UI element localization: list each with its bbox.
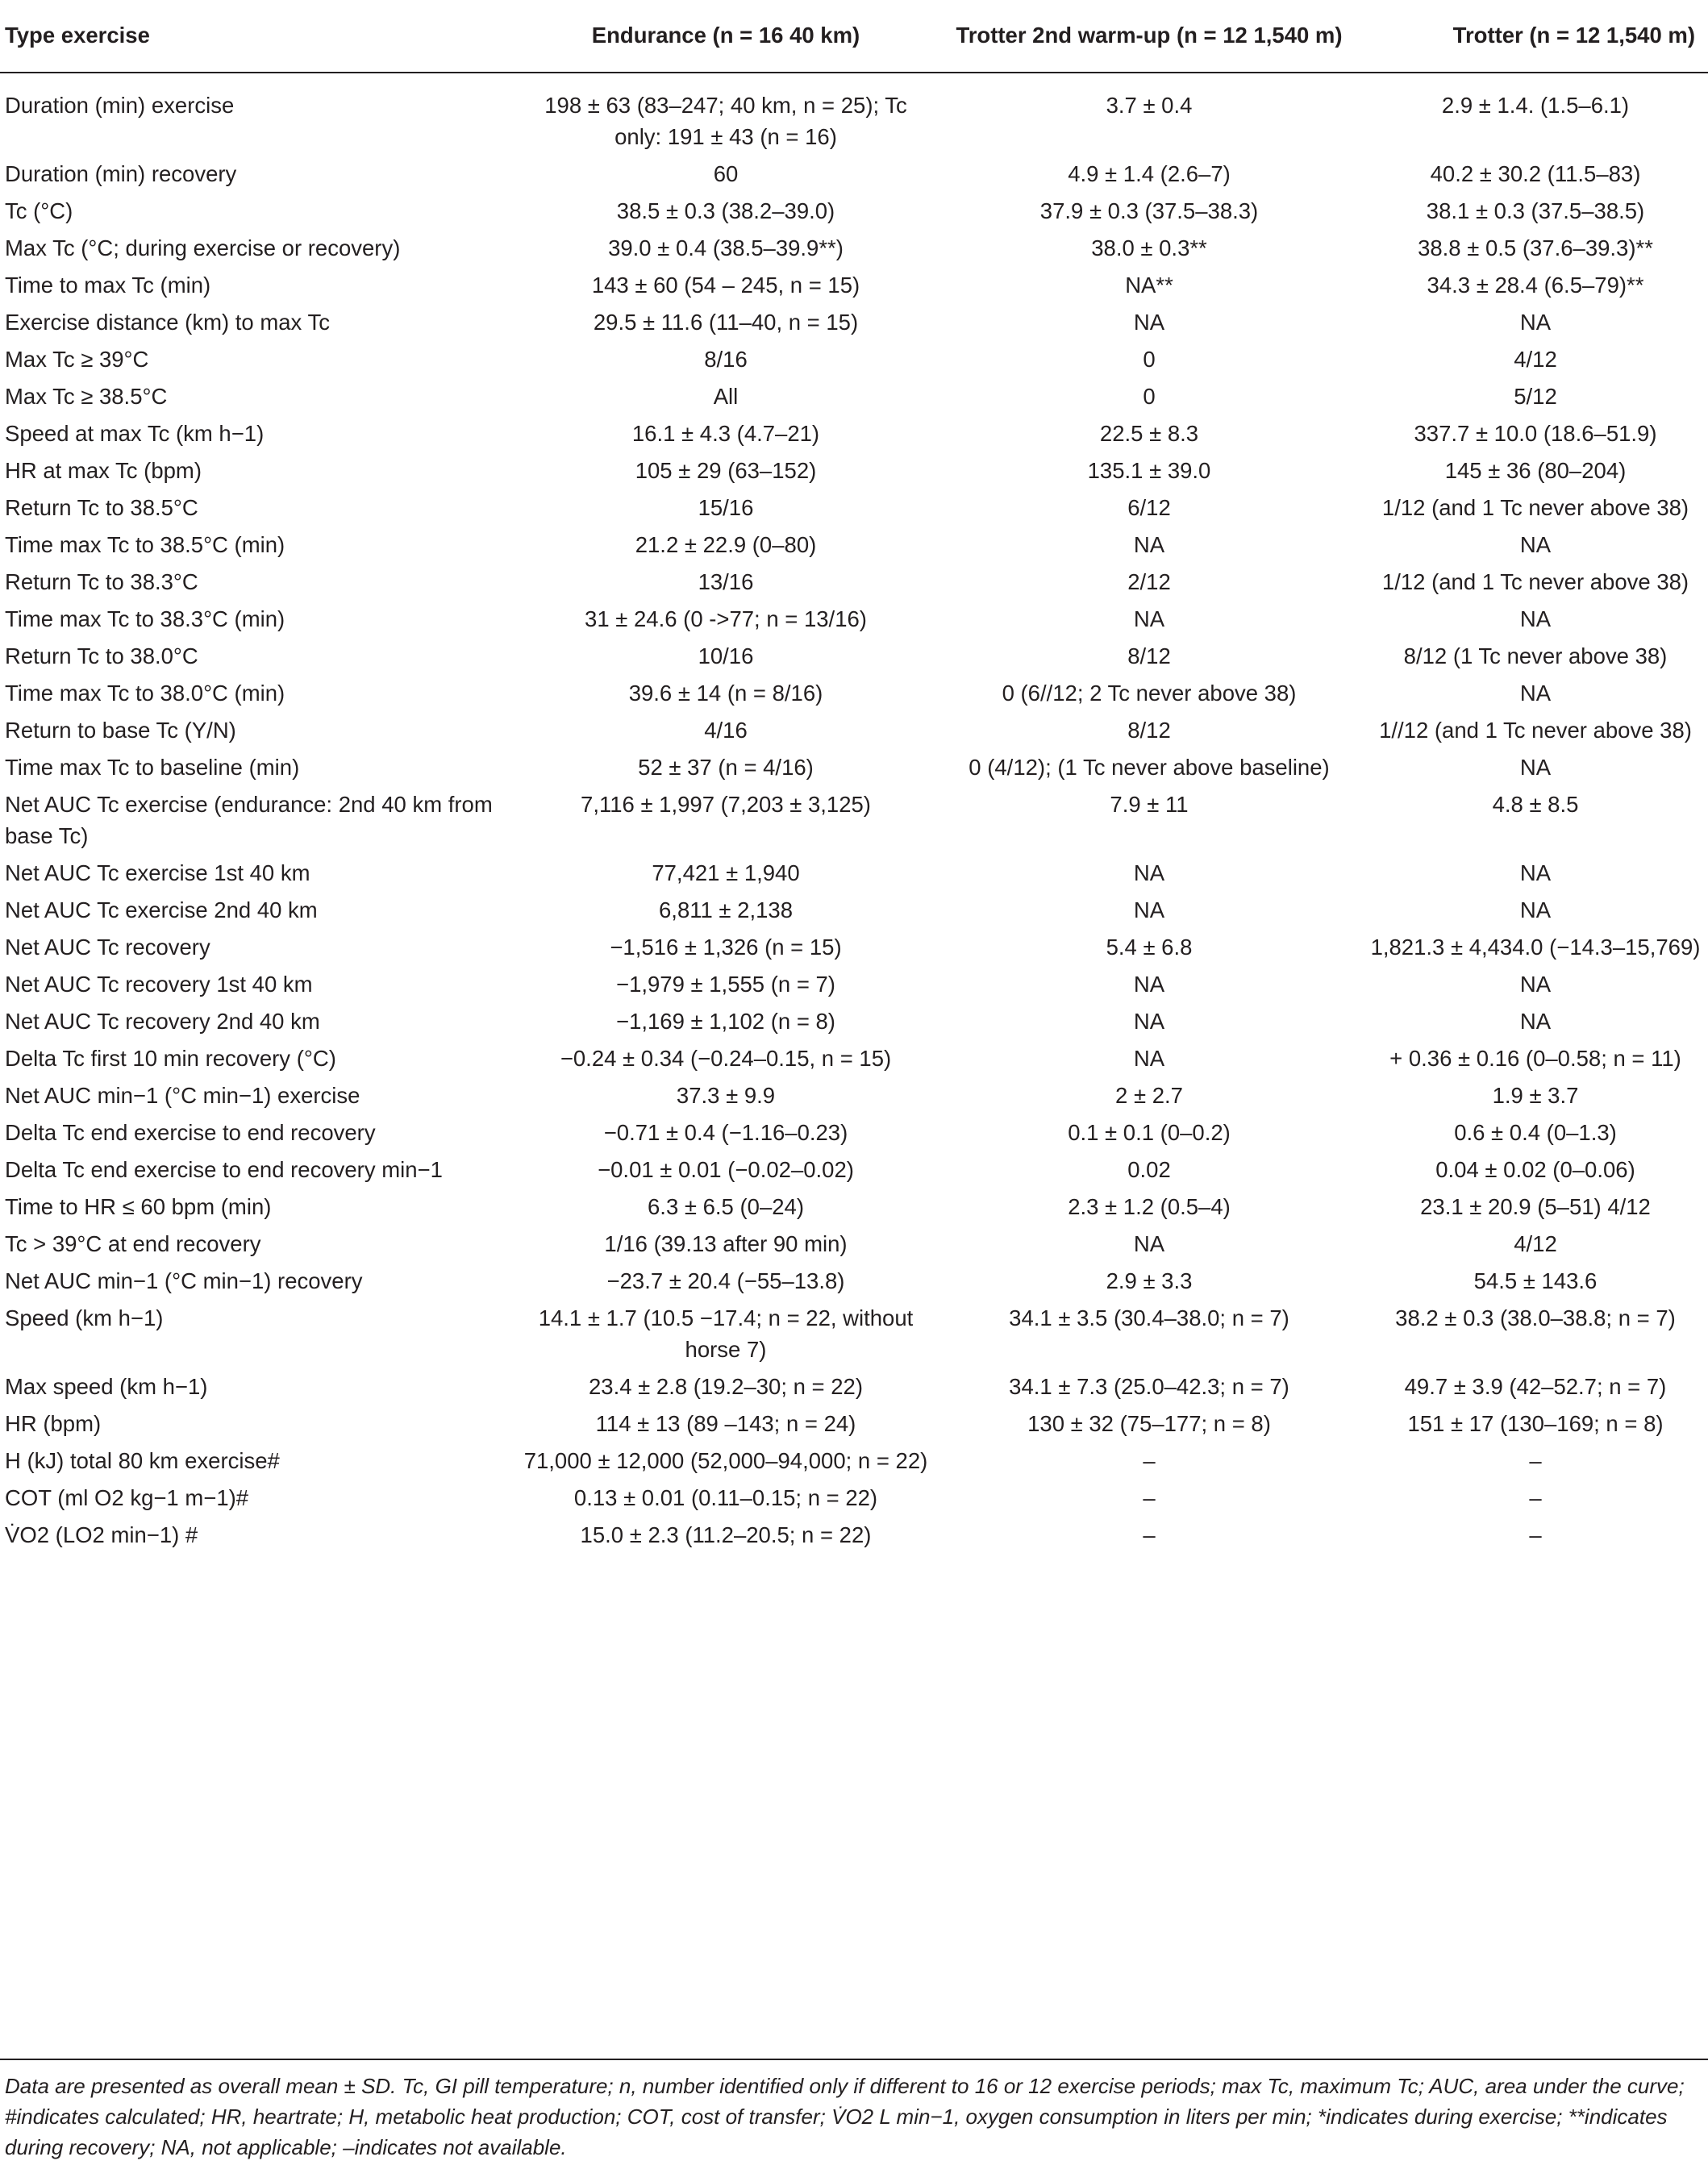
trotter-warmup-value: 135.1 ± 39.0 bbox=[1087, 458, 1211, 483]
table-row bbox=[0, 560, 1708, 597]
table-row bbox=[0, 1037, 1708, 1074]
trotter-value: NA bbox=[1519, 897, 1552, 922]
table-row bbox=[0, 412, 1708, 449]
trotter-value: – bbox=[1529, 1485, 1542, 1510]
endurance-value: −1,516 ± 1,326 (n = 15) bbox=[610, 935, 842, 960]
trotter-value: – bbox=[1529, 1522, 1542, 1547]
trotter-value: 145 ± 36 (80–204) bbox=[1444, 458, 1627, 483]
table-row bbox=[0, 73, 1708, 152]
row-label: Time max Tc to baseline (min) bbox=[5, 755, 300, 780]
table-row bbox=[0, 338, 1708, 375]
row-label: Net AUC Tc recovery 2nd 40 km bbox=[5, 1009, 320, 1034]
table-row bbox=[0, 889, 1708, 926]
trotter-warmup-value: 0.1 ± 0.1 (0–0.2) bbox=[1068, 1120, 1231, 1145]
table-row bbox=[0, 635, 1708, 672]
table-row bbox=[0, 709, 1708, 746]
endurance-value: 60 bbox=[713, 161, 739, 186]
table-row bbox=[0, 375, 1708, 412]
trotter-value: 8/12 (1 Tc never above 38) bbox=[1403, 643, 1668, 668]
endurance-value: 10/16 bbox=[698, 643, 754, 668]
endurance-value: 4/16 bbox=[704, 718, 748, 743]
trotter-warmup-value: 37.9 ± 0.3 (37.5–38.3) bbox=[1039, 198, 1259, 223]
table-row bbox=[0, 1365, 1708, 1402]
trotter-warmup-value: 34.1 ± 3.5 (30.4–38.0; n = 7) bbox=[1009, 1305, 1289, 1330]
trotter-warmup-value: – bbox=[1143, 1485, 1156, 1510]
row-label: Return Tc to 38.0°C bbox=[5, 643, 198, 668]
table-row bbox=[0, 1476, 1708, 1513]
trotter-value: 4/12 bbox=[1514, 1231, 1557, 1256]
endurance-value: 39.6 ± 14 (n = 8/16) bbox=[628, 681, 823, 706]
row-label: Net AUC min−1 (°C min−1) exercise bbox=[5, 1083, 360, 1108]
row-label: Net AUC Tc recovery bbox=[5, 935, 210, 960]
table-row bbox=[0, 746, 1708, 783]
table-row bbox=[0, 1513, 1708, 1562]
trotter-value: 34.3 ± 28.4 (6.5–79)** bbox=[1427, 273, 1644, 298]
row-label: V̇O2 (LO2 min−1) # bbox=[5, 1522, 198, 1547]
endurance-value: 15.0 ± 2.3 (11.2–20.5; n = 22) bbox=[580, 1522, 872, 1547]
header-type-exercise: Type exercise bbox=[0, 6, 516, 73]
table-row bbox=[0, 1111, 1708, 1148]
trotter-warmup-value: 2/12 bbox=[1127, 569, 1171, 594]
row-label: Return Tc to 38.3°C bbox=[5, 569, 198, 594]
endurance-value: 6.3 ± 6.5 (0–24) bbox=[648, 1194, 804, 1219]
trotter-value: 1.9 ± 3.7 bbox=[1492, 1083, 1579, 1108]
endurance-value: 37.3 ± 9.9 bbox=[676, 1083, 776, 1108]
header-trotter-warmup: Trotter 2nd warm-up (n = 12 1,540 m) bbox=[935, 6, 1363, 73]
trotter-warmup-value: 4.9 ± 1.4 (2.6–7) bbox=[1068, 161, 1231, 186]
trotter-value: 1//12 (and 1 Tc never above 38) bbox=[1379, 718, 1692, 743]
row-label: Net AUC Tc exercise 2nd 40 km bbox=[5, 897, 318, 922]
row-label: Return Tc to 38.5°C bbox=[5, 495, 198, 520]
trotter-warmup-value: 34.1 ± 7.3 (25.0–42.3; n = 7) bbox=[1009, 1374, 1289, 1399]
trotter-value: 38.8 ± 0.5 (37.6–39.3)** bbox=[1418, 235, 1653, 260]
table-row bbox=[0, 152, 1708, 189]
row-label: Exercise distance (km) to max Tc bbox=[5, 310, 330, 335]
endurance-value: 6,811 ± 2,138 bbox=[659, 897, 793, 922]
table-row bbox=[0, 926, 1708, 963]
table-row bbox=[0, 672, 1708, 709]
table-row bbox=[0, 486, 1708, 523]
endurance-value: 7,116 ± 1,997 (7,203 ± 3,125) bbox=[581, 792, 871, 817]
trotter-value: 0.6 ± 0.4 (0–1.3) bbox=[1454, 1120, 1617, 1145]
trotter-value: 4.8 ± 8.5 bbox=[1492, 792, 1579, 817]
trotter-warmup-value: NA bbox=[1133, 1231, 1165, 1256]
trotter-value: + 0.36 ± 0.16 (0–0.58; n = 11) bbox=[1389, 1046, 1681, 1071]
trotter-warmup-value: – bbox=[1143, 1522, 1156, 1547]
row-label: COT (ml O2 kg−1 m−1)# bbox=[5, 1485, 249, 1510]
trotter-value: 54.5 ± 143.6 bbox=[1473, 1268, 1598, 1293]
endurance-value: 8/16 bbox=[704, 347, 748, 372]
row-label: Net AUC Tc exercise 1st 40 km bbox=[5, 860, 310, 885]
trotter-warmup-value: 8/12 bbox=[1127, 643, 1171, 668]
endurance-value: 15/16 bbox=[698, 495, 754, 520]
row-label: HR at max Tc (bpm) bbox=[5, 458, 202, 483]
endurance-value: 21.2 ± 22.9 (0–80) bbox=[635, 532, 817, 557]
row-label: Max Tc (°C; during exercise or recovery) bbox=[5, 235, 401, 260]
endurance-value: All bbox=[713, 384, 739, 409]
trotter-warmup-value: – bbox=[1143, 1448, 1156, 1473]
trotter-warmup-value: 8/12 bbox=[1127, 718, 1171, 743]
table-row bbox=[0, 963, 1708, 1000]
endurance-value: 13/16 bbox=[698, 569, 754, 594]
trotter-warmup-value: NA bbox=[1133, 860, 1165, 885]
row-label: Return to base Tc (Y/N) bbox=[5, 718, 236, 743]
trotter-warmup-value: NA bbox=[1133, 310, 1165, 335]
trotter-warmup-value: 2 ± 2.7 bbox=[1115, 1083, 1183, 1108]
endurance-value: 71,000 ± 12,000 (52,000–94,000; n = 22) bbox=[523, 1448, 928, 1473]
row-label: Time max Tc to 38.3°C (min) bbox=[5, 606, 285, 631]
trotter-value: NA bbox=[1519, 681, 1552, 706]
trotter-value: 151 ± 17 (130–169; n = 8) bbox=[1407, 1411, 1664, 1436]
endurance-value: 198 ± 63 (83–247; 40 km, n = 25); Tc only: 191 ± 43 (n = 16) bbox=[544, 93, 907, 149]
table-row bbox=[0, 449, 1708, 486]
trotter-warmup-value: 22.5 ± 8.3 bbox=[1099, 421, 1199, 446]
endurance-value: −0.01 ± 0.01 (−0.02–0.02) bbox=[598, 1157, 854, 1182]
row-label: Speed (km h−1) bbox=[5, 1305, 164, 1330]
row-label: Time to HR ≤ 60 bpm (min) bbox=[5, 1194, 272, 1219]
trotter-value: NA bbox=[1519, 532, 1552, 557]
row-label: H (kJ) total 80 km exercise# bbox=[5, 1448, 280, 1473]
trotter-value: NA bbox=[1519, 972, 1552, 997]
trotter-value: 1/12 (and 1 Tc never above 38) bbox=[1381, 569, 1689, 594]
endurance-value: 14.1 ± 1.7 (10.5 −17.4; n = 22, without horse 7) bbox=[538, 1305, 914, 1362]
table-row bbox=[0, 227, 1708, 264]
trotter-value: 337.7 ± 10.0 (18.6–51.9) bbox=[1414, 421, 1657, 446]
trotter-value: 38.1 ± 0.3 (37.5–38.5) bbox=[1426, 198, 1645, 223]
endurance-value: −0.24 ± 0.34 (−0.24–0.15, n = 15) bbox=[560, 1046, 892, 1071]
endurance-value: −0.71 ± 0.4 (−1.16–0.23) bbox=[603, 1120, 848, 1145]
trotter-value: NA bbox=[1519, 310, 1552, 335]
trotter-value: 40.2 ± 30.2 (11.5–83) bbox=[1430, 161, 1641, 186]
trotter-warmup-value: 38.0 ± 0.3** bbox=[1091, 235, 1207, 260]
table-header bbox=[0, 6, 1708, 73]
header-trotter: Trotter (n = 12 1,540 m) bbox=[1363, 6, 1708, 73]
trotter-warmup-value: 3.7 ± 0.4 bbox=[1106, 93, 1193, 118]
table-row bbox=[0, 1222, 1708, 1259]
trotter-warmup-value: 0 bbox=[1143, 347, 1156, 372]
table-row bbox=[0, 597, 1708, 635]
table-row bbox=[0, 1148, 1708, 1185]
table-body bbox=[0, 73, 1708, 1562]
trotter-value: 0.04 ± 0.02 (0–0.06) bbox=[1435, 1157, 1635, 1182]
table-row bbox=[0, 189, 1708, 227]
endurance-value: −1,979 ± 1,555 (n = 7) bbox=[616, 972, 835, 997]
row-label: Net AUC min−1 (°C min−1) recovery bbox=[5, 1268, 363, 1293]
trotter-value: 4/12 bbox=[1514, 347, 1557, 372]
table-row bbox=[0, 264, 1708, 301]
header-row bbox=[0, 6, 1708, 73]
endurance-value: 16.1 ± 4.3 (4.7–21) bbox=[631, 421, 820, 446]
row-label: Delta Tc end exercise to end recovery bbox=[5, 1120, 376, 1145]
trotter-value: 1/12 (and 1 Tc never above 38) bbox=[1381, 495, 1689, 520]
trotter-warmup-value: NA bbox=[1133, 532, 1165, 557]
endurance-value: 0.13 ± 0.01 (0.11–0.15; n = 22) bbox=[573, 1485, 878, 1510]
table-row bbox=[0, 301, 1708, 338]
trotter-warmup-value: 2.9 ± 3.3 bbox=[1106, 1268, 1193, 1293]
trotter-value: NA bbox=[1519, 755, 1552, 780]
trotter-warmup-value: 130 ± 32 (75–177; n = 8) bbox=[1027, 1411, 1271, 1436]
row-label: Max Tc ≥ 38.5°C bbox=[5, 384, 168, 409]
trotter-warmup-value: 6/12 bbox=[1127, 495, 1171, 520]
endurance-value: 105 ± 29 (63–152) bbox=[635, 458, 817, 483]
trotter-warmup-value: NA bbox=[1133, 1009, 1165, 1034]
trotter-warmup-value: 5.4 ± 6.8 bbox=[1106, 935, 1193, 960]
table-row bbox=[0, 1259, 1708, 1297]
table-row bbox=[0, 523, 1708, 560]
trotter-value: NA bbox=[1519, 606, 1552, 631]
endurance-value: 23.4 ± 2.8 (19.2–30; n = 22) bbox=[589, 1374, 863, 1399]
trotter-value: 23.1 ± 20.9 (5–51) 4/12 bbox=[1420, 1194, 1651, 1219]
row-label: Tc > 39°C at end recovery bbox=[5, 1231, 261, 1256]
row-label: Net AUC Tc exercise (endurance: 2nd 40 km from base Tc) bbox=[5, 792, 493, 848]
row-label: Delta Tc first 10 min recovery (°C) bbox=[5, 1046, 336, 1071]
endurance-value: 77,421 ± 1,940 bbox=[652, 860, 800, 885]
trotter-warmup-value: 0 (4/12); (1 Tc never above baseline) bbox=[969, 755, 1330, 780]
trotter-warmup-value: 2.3 ± 1.2 (0.5–4) bbox=[1068, 1194, 1231, 1219]
endurance-value: 38.5 ± 0.3 (38.2–39.0) bbox=[616, 198, 835, 223]
row-label: Max speed (km h−1) bbox=[5, 1374, 208, 1399]
endurance-value: 29.5 ± 11.6 (11–40, n = 15) bbox=[593, 310, 859, 335]
trotter-warmup-value: 0 (6//12; 2 Tc never above 38) bbox=[1002, 681, 1297, 706]
table-row bbox=[0, 1185, 1708, 1222]
trotter-warmup-value: 0.02 bbox=[1127, 1157, 1171, 1182]
row-label: Time max Tc to 38.0°C (min) bbox=[5, 681, 285, 706]
trotter-warmup-value: 7.9 ± 11 bbox=[1110, 792, 1189, 817]
trotter-warmup-value: NA bbox=[1133, 606, 1165, 631]
row-label: HR (bpm) bbox=[5, 1411, 102, 1436]
trotter-warmup-value: NA bbox=[1133, 1046, 1165, 1071]
table-row bbox=[0, 851, 1708, 889]
trotter-value: 49.7 ± 3.9 (42–52.7; n = 7) bbox=[1404, 1374, 1667, 1399]
row-label: Delta Tc end exercise to end recovery min−1 bbox=[5, 1157, 443, 1182]
table-row bbox=[0, 1439, 1708, 1476]
table-bottom-rule bbox=[0, 2059, 1708, 2060]
row-label: Speed at max Tc (km h−1) bbox=[5, 421, 265, 446]
endurance-value: 39.0 ± 0.4 (38.5–39.9**) bbox=[608, 235, 844, 260]
trotter-value: 5/12 bbox=[1514, 384, 1557, 409]
endurance-value: 1/16 (39.13 after 90 min) bbox=[604, 1231, 848, 1256]
trotter-warmup-value: 0 bbox=[1143, 384, 1156, 409]
row-label: Time max Tc to 38.5°C (min) bbox=[5, 532, 285, 557]
endurance-value: −1,169 ± 1,102 (n = 8) bbox=[616, 1009, 835, 1034]
table-row bbox=[0, 1402, 1708, 1439]
trotter-value: 2.9 ± 1.4. (1.5–6.1) bbox=[1441, 93, 1630, 118]
endurance-value: 143 ± 60 (54 – 245, n = 15) bbox=[591, 273, 860, 298]
endurance-value: 31 ± 24.6 (0 ->77; n = 13/16) bbox=[585, 606, 867, 631]
trotter-value: NA bbox=[1519, 1009, 1552, 1034]
endurance-value: −23.7 ± 20.4 (−55–13.8) bbox=[606, 1268, 845, 1293]
table-row bbox=[0, 1074, 1708, 1111]
header-endurance: Endurance (n = 16 40 km) bbox=[516, 6, 935, 73]
trotter-warmup-value: NA bbox=[1133, 972, 1165, 997]
trotter-warmup-value: NA** bbox=[1125, 273, 1173, 298]
row-label: Tc (°C) bbox=[5, 198, 73, 223]
trotter-warmup-value: NA bbox=[1133, 897, 1165, 922]
table-footnote: Data are presented as overall mean ± SD. Tc, GI pill temperature; n, number identified only if different to 16 or 12 exercise periods; max Tc, maximum Tc; AUC, area under the curve; #indicates calculated; HR, heartrate; H, metabolic heat production; COT, cost of transfer; V̇O2 L min−1, oxygen consumption in liters per min; *indicates during exercise; **indicates during recovery; NA, not applicable; –indicates not available. bbox=[5, 2074, 1685, 2159]
table-row bbox=[0, 1000, 1708, 1037]
trotter-value: NA bbox=[1519, 860, 1552, 885]
row-label: Duration (min) recovery bbox=[5, 161, 237, 186]
row-label: Time to max Tc (min) bbox=[5, 273, 211, 298]
table-row bbox=[0, 783, 1708, 851]
trotter-value: 1,821.3 ± 4,434.0 (−14.3–15,769) bbox=[1370, 935, 1701, 960]
trotter-value: – bbox=[1529, 1448, 1542, 1473]
table-row bbox=[0, 1297, 1708, 1365]
row-label: Duration (min) exercise bbox=[5, 93, 235, 118]
row-label: Net AUC Tc recovery 1st 40 km bbox=[5, 972, 313, 997]
row-label: Max Tc ≥ 39°C bbox=[5, 347, 149, 372]
results-table bbox=[0, 6, 1708, 1562]
endurance-value: 52 ± 37 (n = 4/16) bbox=[638, 755, 814, 780]
endurance-value: 114 ± 13 (89 –143; n = 24) bbox=[595, 1411, 856, 1436]
trotter-value: 38.2 ± 0.3 (38.0–38.8; n = 7) bbox=[1395, 1305, 1676, 1330]
